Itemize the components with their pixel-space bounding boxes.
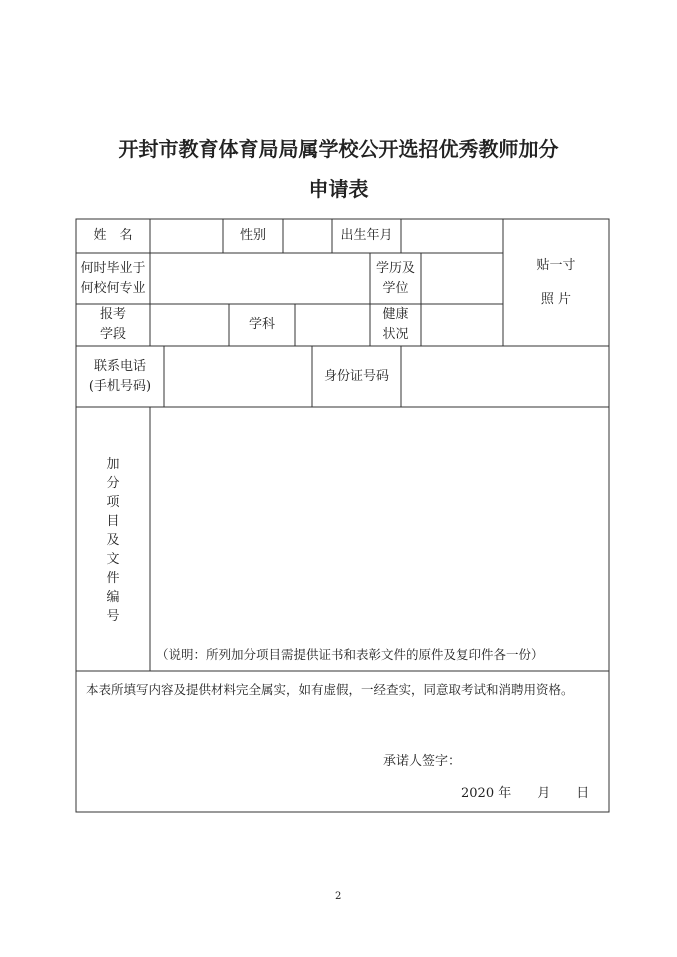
label-photo-2: 照 片 [540, 291, 572, 307]
name-field[interactable] [150, 219, 223, 253]
label-stage-1: 报考 [99, 307, 126, 322]
label-health [370, 304, 421, 346]
subject-field[interactable] [295, 304, 370, 346]
birth-field[interactable] [401, 219, 503, 253]
label-name: 姓 名 [93, 228, 133, 243]
label-degree-1: 学历及 [375, 260, 415, 276]
bonus-field[interactable] [150, 407, 609, 647]
pledge-text: 本表所填写内容及提供材料完全属实，如有虚假，一经查实，同意取考试和消聘用资格。 [86, 682, 574, 697]
signature-label: 承诺人签字： [383, 754, 462, 769]
title-line-1: 开封市教育体育局局属学校公开选招优秀教师加分 [118, 137, 559, 161]
label-bonus-char: 件 [106, 571, 120, 586]
label-bonus-char: 及 [106, 533, 120, 548]
label-gender: 性别 [239, 228, 266, 243]
label-bonus-char: 号 [106, 609, 120, 624]
bonus-note: （说明：所列加分项目需提供证书和表彰文件的原件及复印件各一份） [156, 647, 544, 662]
stage-field[interactable] [150, 304, 229, 346]
label-degree [370, 253, 421, 304]
label-bonus-char: 文 [106, 552, 120, 567]
phone-field[interactable] [164, 346, 312, 407]
health-field[interactable] [421, 304, 503, 346]
label-bonus-char: 项 [106, 495, 120, 510]
date-line: 2020 年 月 日 [461, 786, 590, 801]
label-graduation-2: 何校何专业 [80, 280, 146, 296]
label-phone-2: (手机号码) [88, 378, 152, 394]
label-bonus-char: 编 [106, 590, 120, 605]
page-number: 2 [335, 891, 342, 902]
photo-box[interactable] [503, 219, 609, 346]
label-id: 身份证号码 [323, 368, 389, 384]
label-graduation-1: 何时毕业于 [80, 260, 146, 276]
label-bonus-char: 加 [106, 457, 120, 472]
label-bonus-char: 目 [106, 514, 120, 529]
degree-field[interactable] [421, 253, 503, 304]
label-phone [76, 346, 164, 407]
label-stage-2: 学段 [99, 327, 126, 342]
label-subject: 学科 [248, 317, 275, 332]
label-health-1: 健康 [382, 307, 409, 322]
label-birth: 出生年月 [340, 228, 393, 243]
label-photo-1: 贴一寸 [536, 257, 576, 273]
label-phone-1: 联系电话 [93, 358, 146, 374]
gender-field[interactable] [283, 219, 332, 253]
label-graduation [76, 253, 150, 304]
label-bonus-char: 分 [106, 476, 120, 491]
id-field[interactable] [401, 346, 609, 407]
label-stage [76, 304, 150, 346]
label-health-2: 状况 [382, 327, 409, 342]
title-line-2: 申请表 [308, 177, 369, 201]
label-degree-2: 学位 [382, 280, 409, 296]
graduation-field[interactable] [150, 253, 370, 304]
label-bonus [76, 455, 150, 625]
